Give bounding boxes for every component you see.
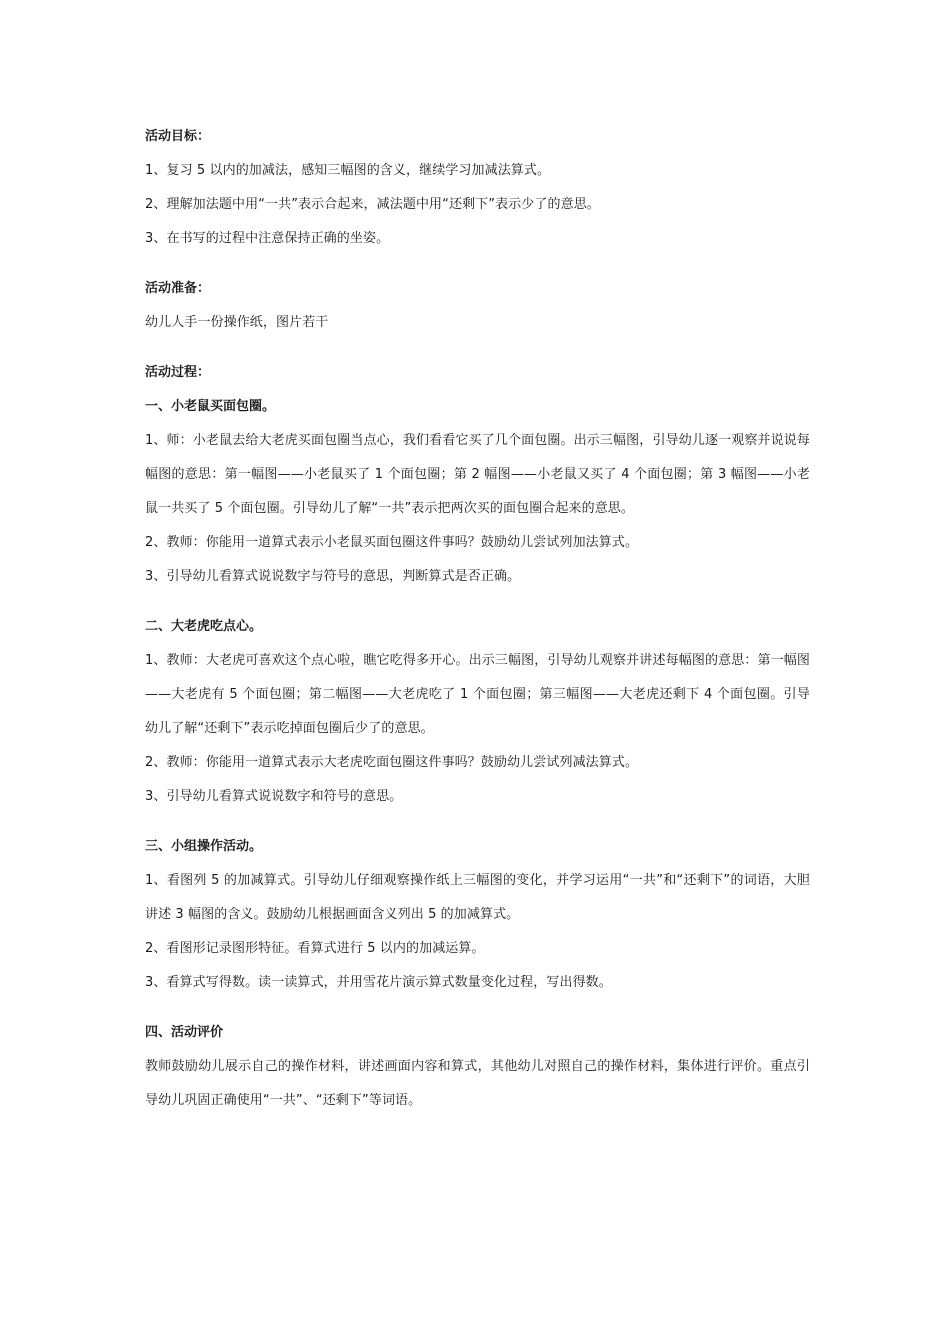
section-gap	[145, 256, 810, 272]
group-item-3: 3、看算式写得数。读一读算式，并用雪花片演示算式数量变化过程，写出得数。	[145, 975, 612, 990]
process-item-3: 3、引导幼儿看算式说说数字与符号的意思，判断算式是否正确。	[145, 569, 521, 584]
subsection-heading-group: 三、小组操作活动。	[145, 839, 263, 854]
goal-item-1: 1、复习 5 以内的加减法，感知三幅图的含义，继续学习加减法算式。	[145, 163, 551, 178]
section-heading-preparation: 活动准备：	[145, 281, 211, 296]
subsection-heading-mouse: 一、小老鼠买面包圈。	[145, 399, 276, 414]
tiger-item-2: 2、教师：你能用一道算式表示大老虎吃面包圈这件事吗？鼓励幼儿尝试列减法算式。	[145, 755, 639, 770]
section-heading-goals: 活动目标：	[145, 129, 211, 144]
subsection-heading-evaluation: 四、活动评价	[145, 1025, 224, 1040]
preparation-text: 幼儿人手一份操作纸，图片若干	[145, 315, 329, 330]
process-item-2: 2、教师：你能用一道算式表示小老鼠买面包圈这件事吗？鼓励幼儿尝试列加法算式。	[145, 535, 639, 550]
group-item-2: 2、看图形记录图形特征。看算式进行 5 以内的加减运算。	[145, 941, 485, 956]
tiger-item-1: 1、教师：大老虎可喜欢这个点心啦，瞧它吃得多开心。出示三幅图，引导幼儿观察并讲述每幅图的意思：第一幅图——大老虎有 5 个面包圈；第二幅图——大老虎吃了 1 个面包圈；第三幅图——大老虎还剩下 4 个面包圈。引导幼儿了解“还剩下”表示吃掉面包圈后少了的意思。	[145, 653, 810, 736]
group-item-1: 1、看图列 5 的加减算式。引导幼儿仔细观察操作纸上三幅图的变化，并学习运用“一共”和“还剩下”的词语，大胆讲述 3 幅图的含义。鼓励幼儿根据画面含义列出 5 的加减算式。	[145, 873, 810, 922]
process-item-1: 1、师：小老鼠去给大老虎买面包圈当点心，我们看看它买了几个面包圈。出示三幅图，引导幼儿逐一观察并说说每幅图的意思：第一幅图——小老鼠买了 1 个面包圈；第 2 幅图——小老鼠又买了 4 个面包圈；第 3 幅图——小老鼠一共买了 5 个面包圈。引导幼儿了解“一共”表示把两次买的面包圈合起来的意思。	[145, 433, 810, 516]
section-gap	[145, 814, 810, 830]
section-heading-process: 活动过程：	[145, 365, 211, 380]
document-page	[145, 120, 810, 1118]
tiger-item-3: 3、引导幼儿看算式说说数字和符号的意思。	[145, 789, 403, 804]
section-gap	[145, 1000, 810, 1016]
section-gap	[145, 594, 810, 610]
goal-item-2: 2、理解加法题中用“一共”表示合起来，减法题中用“还剩下”表示少了的意思。	[145, 197, 600, 212]
section-gap	[145, 340, 810, 356]
subsection-heading-tiger: 二、大老虎吃点心。	[145, 619, 263, 634]
goal-item-3: 3、在书写的过程中注意保持正确的坐姿。	[145, 231, 390, 246]
evaluation-text: 教师鼓励幼儿展示自己的操作材料，讲述画面内容和算式，其他幼儿对照自己的操作材料，集体进行评价。重点引导幼儿巩固正确使用“一共”、“还剩下”等词语。	[145, 1059, 810, 1108]
